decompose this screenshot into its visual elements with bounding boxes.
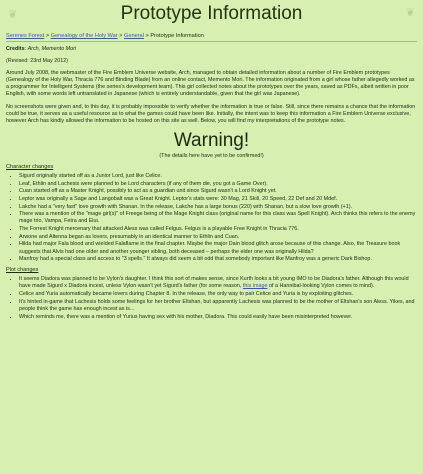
list-item: • Hilda had major Fala blood and wielded Falaflame in the final chapter. Maybe the major Dain blood glitch arose because of this change. Also, the Treasure book suggests that Alvis had one older and another younger sibling, both deceased – perhaps the elder one was originally Hilda? <box>19 241 417 255</box>
image-link[interactable]: this image <box>242 283 268 290</box>
intro-paragraph-1: Around July 2008, the webmaster of the Fire Emblem Universe website, Arch, managed to obtain detailed information about a number of Fire Emblem prototypes (Genealogy of the Holy War, Thracia 776 and Binding Blade) from an online contact, Memento Mori. The information originated from a girl whose father allegedly worked as a programmer for Intelligent Systems (the series's development team). This girl collected notes about the prototypes over the years, saved as PDFs, albeit written in poor English, with some words left untranslated in Japanese (which is entirely understandable, given that the girl was Japanese). <box>6 70 415 98</box>
list-item: • Sigurd originally started off as a Junior Lord, just like Celice. <box>19 173 417 180</box>
decorative-leaf-icon: ❦ <box>8 9 18 21</box>
credits-line: Credits: Arch, Memento Mori <box>6 46 77 52</box>
plot-changes-list <box>6 276 417 320</box>
section-heading-plot-changes: Plot changes <box>6 267 39 274</box>
list-item: • The Forrest Knight mercenary that attacked Aless was called Felgus. Felgus is a playable Free Knight in Thracia 776. <box>19 226 417 233</box>
breadcrumb-separator: > <box>145 33 149 39</box>
credits-value: Arch, Memento Mori <box>27 46 77 52</box>
breadcrumb-separator: > <box>119 33 123 39</box>
list-item: • Lakche had a "very fast" love growth with Shanan. In the release, Lakche has a large bonus (220) with Shanan, but a slow love growth (+1). <box>19 204 417 211</box>
breadcrumb <box>6 33 417 39</box>
list-item <box>19 276 417 290</box>
breadcrumb-link-game[interactable]: Genealogy of the Holy War <box>50 33 118 39</box>
list-item: • Leaf, Ethlin and Lachesis were planned to be Lord characters (if any of them die, you got a Game Over). <box>19 181 417 188</box>
list-item: • Manfroy had a special class and access to "3 spells." It always did seem a bit odd that somebody important like Manfroy was a generic Dark Bishop. <box>19 256 417 263</box>
warning-title: Warning! <box>173 129 250 151</box>
list-item: • Celice and Yuria automatically became lovers during Chapter 8. In the release, the only way to pair Celice and Yuria is by exploiting glitches. <box>19 291 417 298</box>
list-item: • Arwone and Altenna began as lovers, presumably in an identical manner to Ethlin and Cuan. <box>19 234 417 241</box>
warning-subtitle: (The details here have yet to be confirmed!) <box>159 152 264 159</box>
breadcrumb-current: Prototype Information <box>150 33 204 39</box>
breadcrumb-link-home[interactable]: Serenes Forest <box>6 33 45 39</box>
list-item: • It's hinted in-game that Lachesis holds some feelings for her brother Eltshan, but apparently Lachesis was planned to be the mother of Eltshan's son Aless. Yikes, and people think the game has enough incest as is... <box>19 299 417 313</box>
breadcrumb-link-general[interactable]: General <box>124 33 144 39</box>
page-title: Prototype Information <box>120 3 303 24</box>
revised-date: (Revised: 23rd May 2012) <box>6 58 69 65</box>
intro-paragraph-2: No screenshots were given and, to this day, it is probably impossible to verify whether the information is true or false. Still, since there remains a chance that the information could be true, it serves as a useful resource as to what the games could have been like. Initially, the intent was to keep this information a Fire Emblem Universe exclusive, however Arch has kindly allowed the information to be hosted on this site as well. Below, you will find my interpretations of the prototype notes. <box>6 103 416 124</box>
list-item: • Leptor was originally a Sage and Langobalt was a Great Knight. Leptor's stats were: 30 Mag, 21 Skill, 20 Speed, 22 Def and 20 Mdef. <box>19 196 417 203</box>
decorative-leaf-icon: ❦ <box>405 7 415 19</box>
list-item: • Cuan started off as a Master Knight, possibly to act as a guardian unit since Sigurd wasn't a Lord Knight yet. <box>19 188 417 195</box>
breadcrumb-separator: > <box>45 33 50 39</box>
credits-label: Credits <box>6 46 25 52</box>
divider <box>6 41 417 42</box>
list-item-text: It seems Diadora was planned to be Vylon's daughter. I think this sort of makes sense, since Kurth looks a bit young IMO to be Diadora's father. Although this would have made Sigurd x Diadora incest, unless Vylon wasn't yet Sigurd's father (for some reason, <box>19 276 409 290</box>
list-item-text: of a Hannibal-looking Vylon comes to mind). <box>268 283 375 290</box>
section-heading-character-changes: Character changes <box>6 163 54 170</box>
character-changes-list <box>6 173 417 263</box>
list-item: • There was a mention of the "mage girl(s)" of Freege being of the Mage Knight class (original name for this class was Spell Knight). Arch thinks this refers to the enemy mage trio, Vampa, Fetra and Elui. <box>19 211 417 225</box>
list-item: • Which reminds me, there was a mention of Yurius having sex with his mother, Diadora. This could easily have been misinterpreted however. <box>19 314 417 321</box>
